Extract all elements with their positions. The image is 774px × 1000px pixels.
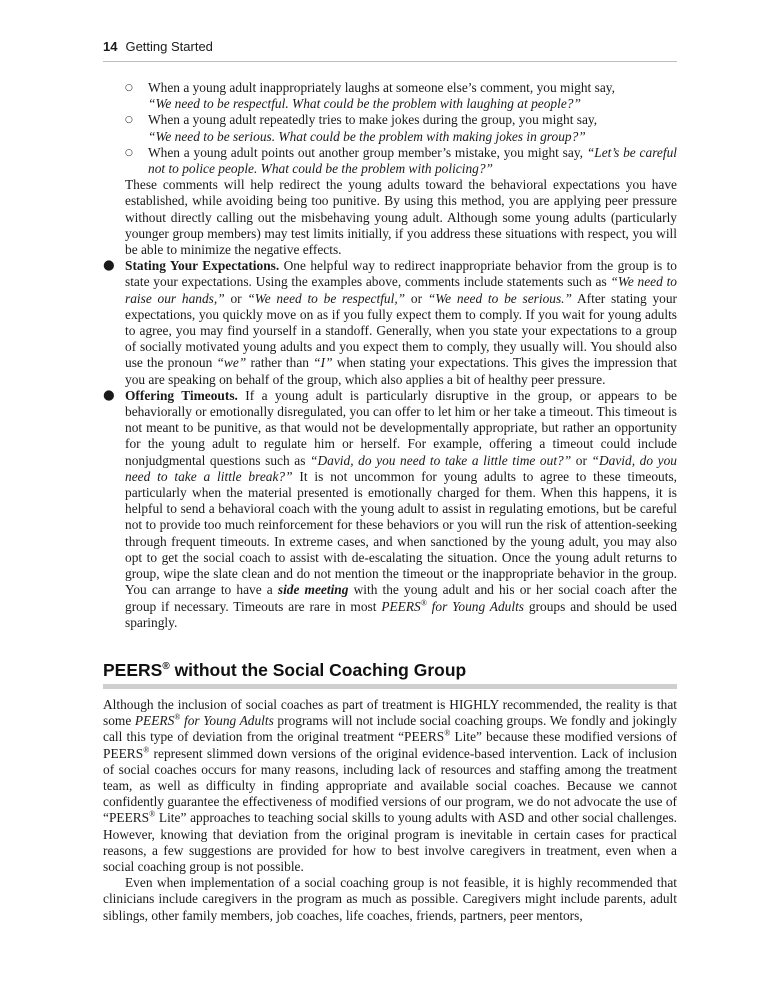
term-heading: Stating Your Expectations. <box>125 258 280 274</box>
text-run: or <box>224 290 248 306</box>
running-title: Getting Started <box>125 39 213 54</box>
text-run: rather than <box>246 355 314 371</box>
example-lead: When a young adult repeatedly tries to make jokes during the group, you might say, <box>148 112 598 128</box>
program-name: for Young Adults <box>180 713 274 729</box>
quote: “David, do you need to take a little time out?” <box>310 452 572 468</box>
quote: “I” <box>313 355 333 371</box>
quote: “We need to be respectful,” <box>247 290 406 306</box>
list-item-stating-expectations <box>103 258 677 388</box>
term-heading: Offering Timeouts. <box>125 387 238 403</box>
example-list <box>103 80 677 177</box>
text-run: It is not uncommon for young adults to agree to these timeouts, particularly when the material presented is emotionally charged for them. When this happens, it is helpful to send a behavioral coach with the young adult to assist in regulating emotions, but be careful not to provide too much reinforcement for these behaviors or you will run the risk of attention-seeking through frequent timeouts. In extreme cases, and when sanctioned by the young adult, you may also opt to get the social coach to assist with de-escalating the situation. Once the young adult returns to group, wipe the slate clean and do not mention the timeout or the inappropriate behavior in the group. You can arrange to have a <box>125 468 677 598</box>
peers-name: PEERS <box>381 598 421 614</box>
list-item <box>103 112 677 144</box>
text-run: Although the inclusion of social coaches as part of treatment is HIGHLY recommended, the reality is that some <box>103 697 677 729</box>
registered-mark: ® <box>149 809 156 819</box>
quote: “We need to be serious.” <box>427 290 572 306</box>
text-run: programs will not include social coaching groups. We fondly and jokingly call this type of deviation from the original treatment “PEERS <box>103 713 677 745</box>
peers-name: PEERS <box>134 713 175 729</box>
registered-mark: ® <box>444 728 451 738</box>
body-text <box>103 80 677 631</box>
quote: “We need to raise our hands,” <box>125 274 677 306</box>
text-run: when stating your expectations. This gives the impression that you are speaking on behalf of the group, which also applies a bit of healthy peer pressure. <box>125 355 677 387</box>
section-paragraph-1 <box>103 697 677 875</box>
example-lead: When a young adult inappropriately laughs at someone else’s comment, you might say, <box>148 80 615 95</box>
registered-mark: ® <box>420 598 427 608</box>
example-quote: “Let’s be careful not to police people. What could be the problem with policing?” <box>148 144 677 177</box>
bullet-icon: ● <box>103 387 115 403</box>
list-item-offering-timeouts <box>103 388 677 631</box>
text-run: represent slimmed down versions of the original evidence-based intervention. Lack of inclusion of social coaches occurs for many reasons, including lack of resources and staffing among the treatment team, as well as difficulty in finding appropriate and available social coaches. Because we cannot confidently guarantee the effectiveness of modified versions of our program, we do not advocate the use of “PEERS <box>103 745 677 826</box>
heading-text: without the Social Coaching Group <box>169 660 467 680</box>
text-run: If a young adult is particularly disruptive in the group, or appears to be behaviorally or emotionally disregulated, you can offer to let him or her take a timeout. This timeout is not meant to be punitive, as that would not be developmentally appropriate, but rather an opportunity for the young adult to regulate him or herself. For example, offering a timeout could include nonjudgmental questions such as <box>125 387 677 468</box>
section-rule <box>103 684 677 689</box>
section-heading <box>103 658 677 682</box>
program-name: for Young Adults <box>426 598 525 614</box>
section-body <box>103 697 677 924</box>
open-circle-bullet-icon: ○ <box>125 83 133 93</box>
list-item <box>103 145 677 177</box>
text-run: groups and should be used sparingly. <box>125 598 678 630</box>
section-paragraph-2: Even when implementation of a social coaching group is not feasible, it is highly recommended that clinicians include caregivers in the program as much as possible. Caregivers might include parents, adult siblings, other family members, job coaches, life coaches, friends, partners, peer mentors, <box>103 875 677 923</box>
quote: “we” <box>216 355 247 371</box>
open-circle-bullet-icon: ○ <box>125 115 133 126</box>
text-run: Lite” because these modified versions of PEERS <box>103 729 677 761</box>
side-meeting-term: side meeting <box>277 582 349 598</box>
running-head <box>103 38 677 56</box>
registered-mark: ® <box>174 712 181 722</box>
text-run: Lite” approaches to teaching social skills to young adults with ASD and other social challenges. However, knowing that deviation from the original program is inevitable in certain cases for practical reasons, a few suggestions are provided for how to best involve caregivers in treatment, even when a social coaching group is not possible. <box>103 810 677 875</box>
text-run: One helpful way to redirect inappropriate behavior from the group is to state your expectations. Using the examples above, comments include statements such as <box>125 258 677 290</box>
list-item <box>103 80 677 112</box>
header-rule <box>103 61 677 62</box>
text-run: After stating your expectations, you quickly move on as if you fully expect them to comply. If you wait for young adults to agree, you may find yourself in a standoff. Generally, when you state your expectations to a group of socially motivated young adults and you expect them to comply, they usually will. You should also use the pronoun <box>125 290 677 371</box>
example-quote: “We need to be serious. What could be the problem with making jokes in group?” <box>148 128 586 144</box>
strategy-list <box>103 258 677 631</box>
bullet-icon: ● <box>103 258 115 274</box>
text-run: or <box>405 290 428 306</box>
example-lead: When a young adult points out another group member’s mistake, you might say, <box>148 144 583 160</box>
registered-mark: ® <box>143 745 150 755</box>
quote: “David, do you need to take a little break?” <box>125 452 677 484</box>
open-circle-bullet-icon: ○ <box>125 147 133 158</box>
example-quote: “We need to be respectful. What could be the problem with laughing at people?” <box>148 96 581 112</box>
text-run: with the young adult and his or her social coach after the group if necessary. Timeouts are rare in most <box>125 582 677 614</box>
followup-paragraph: These comments will help redirect the young adults toward the behavioral expectations you have established, while avoiding being too punitive. By using this method, you are applying peer pressure without directly calling out the misbehaving young adult. Although some young adults (particularly younger group members) may test limits initially, if you address these situations with respect, you will be able to minimize the negative effects. <box>125 177 677 258</box>
text-run: or <box>571 452 592 468</box>
page-number: 14 <box>103 39 118 54</box>
registered-mark: ® <box>162 661 170 673</box>
heading-text: PEERS <box>103 660 163 680</box>
